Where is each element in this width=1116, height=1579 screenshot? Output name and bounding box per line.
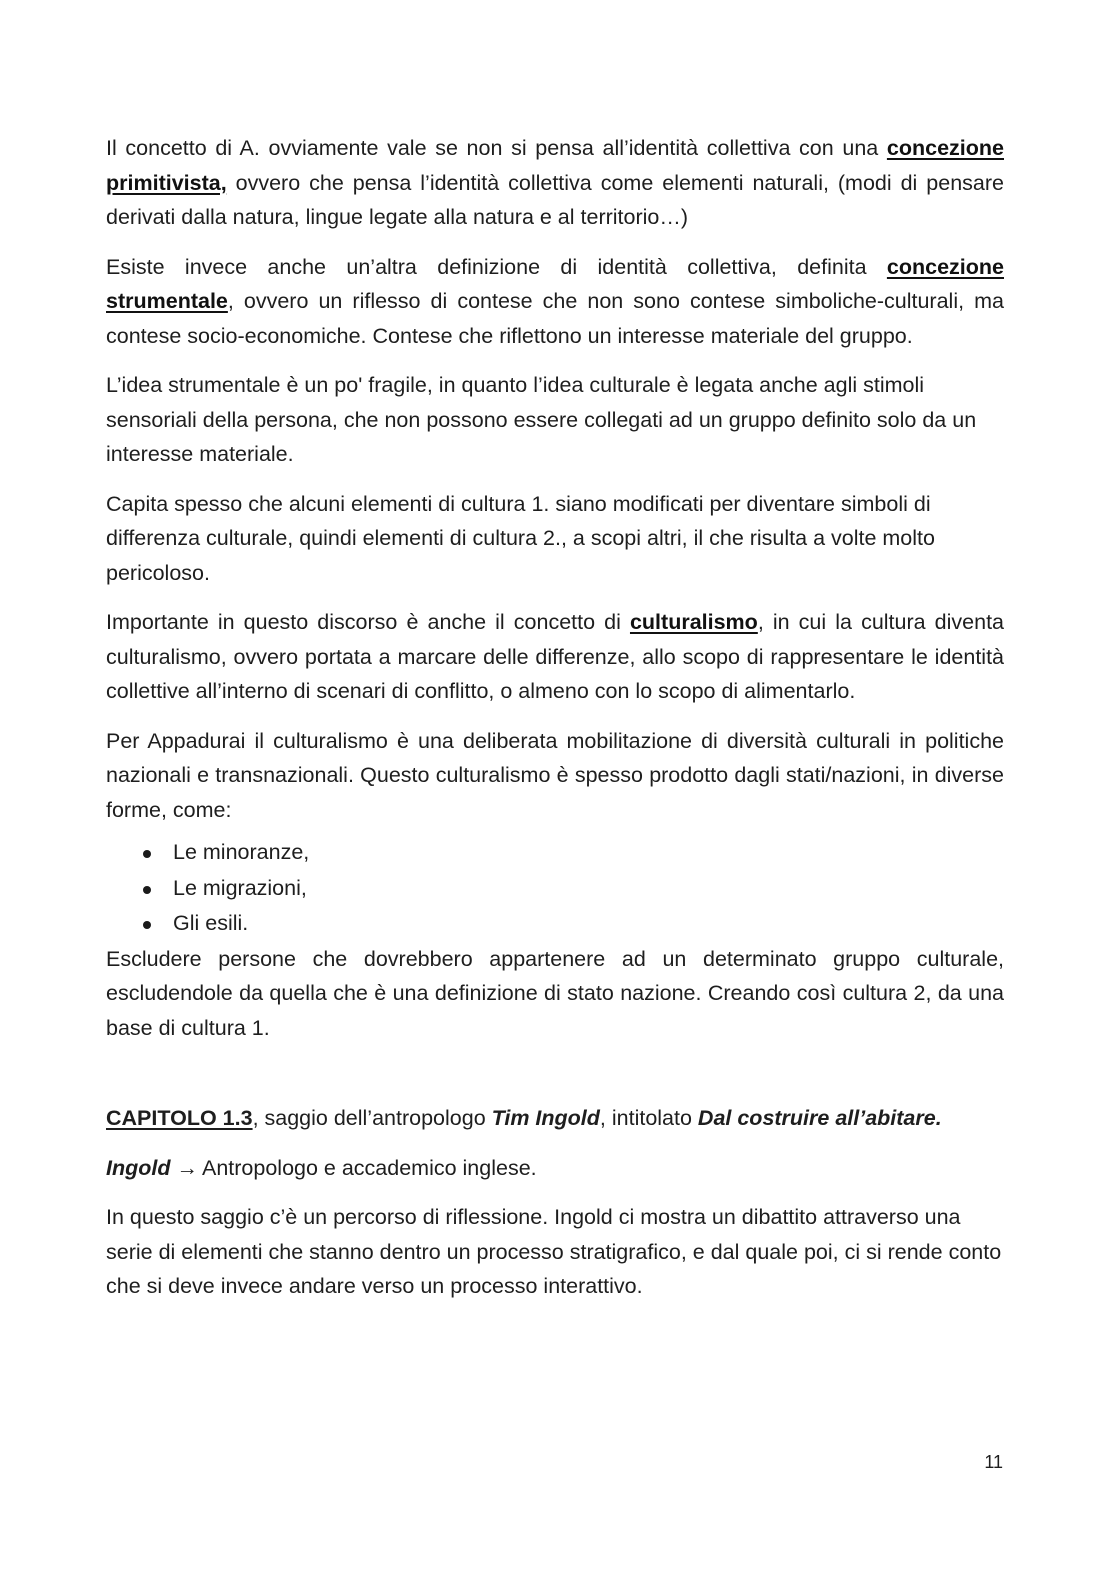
page-body: [106, 131, 1004, 1319]
chapter-heading: CAPITOLO 1.3: [106, 1106, 253, 1130]
list-item-text: Le minoranze,: [173, 840, 310, 864]
chapter-heading-line: [106, 1101, 1004, 1136]
author-name: Tim Ingold: [491, 1106, 600, 1130]
paragraph-primitivista: [106, 131, 1004, 235]
paragraph-text: ovvero che pensa l’identità collettiva come elementi naturali, (modi di pensare derivati dalla natura, lingue legate alla natura e al territorio…): [106, 170, 1004, 229]
chapter-text: , intitolato: [599, 1106, 698, 1130]
paragraph-text: , ovvero un riflesso di contese che non sono contese simboliche-culturali, ma contese socio-economiche. Contese che riflettono un interesse materiale del gruppo.: [106, 289, 1004, 348]
paragraph-text: Il concetto di A. ovviamente vale se non si pensa all’identità collettiva con una: [106, 136, 887, 160]
arrow-right-icon: →: [176, 1155, 198, 1180]
paragraph-idea-strumentale: L’idea strumentale è un po' fragile, in quanto l’idea culturale è legata anche agli stimoli sensoriali della persona, che non possono essere collegati ad un gruppo definito solo da un interesse materiale.: [106, 373, 977, 466]
list-item-text: Le migrazioni,: [173, 875, 307, 900]
paragraph-escludere: Escludere persone che dovrebbero appartenere ad un determinato gruppo culturale, escludendole da quella che è una definizione di stato nazione. Creando così cultura 2, da una base di cultura 1.: [106, 946, 1004, 1040]
paragraph-elementi-cultura: Capita spesso che alcuni elementi di cultura 1. siano modificati per diventare simboli di differenza culturale, quindi elementi di cultura 2., a scopi altri, il che risulta a volte molto pericoloso.: [106, 491, 935, 585]
list-item: [106, 906, 1004, 942]
list-item: [106, 871, 1004, 907]
essay-title: Dal costruire all’abitare.: [697, 1106, 942, 1130]
paragraph-text: Esiste invece anche un’altra definizione di identità collettiva, definita: [106, 254, 887, 279]
page-number: 11: [984, 1452, 1003, 1472]
bullet-list: [106, 835, 1004, 942]
list-item-text: Gli esili.: [173, 911, 249, 935]
term-culturalismo: culturalismo: [629, 610, 758, 634]
chapter-text: , saggio dell’antropologo: [252, 1106, 492, 1130]
paragraph-text: Importante in questo discorso è anche il concetto di: [106, 610, 630, 634]
term-concezione-strumentale: concezione strumentale: [106, 254, 1004, 313]
ingold-definition: [106, 1151, 1004, 1186]
bullet-icon: [143, 850, 151, 858]
bullet-icon: [143, 886, 151, 894]
term-concezione-primitivista: concezione primitivista,: [106, 136, 1004, 195]
ingold-name: Ingold: [106, 1155, 171, 1180]
paragraph-strumentale: [106, 250, 1004, 354]
paragraph-appadurai: Per Appadurai il culturalismo è una deliberata mobilitazione di diversità culturali in politiche nazionali e transnazionali. Questo culturalismo è spesso prodotto dagli stati/nazioni, in diverse forme, come:: [106, 728, 1004, 822]
paragraph-culturalismo: [106, 605, 1004, 709]
paragraph-text: , in cui la cultura diventa culturalismo, ovvero portata a marcare delle differenze, allo scopo di rappresentare le identità collettive all’interno di scenari di conflitto, o almeno con lo scopo di alimentarlo.: [106, 610, 1005, 703]
list-item: [106, 835, 1004, 871]
bullet-icon: [143, 921, 151, 929]
paragraph-saggio: In questo saggio c’è un percorso di riflessione. Ingold ci mostra un dibattito attraverso una serie di elementi che stanno dentro un processo stratigrafico, e dal quale poi, ci si rende conto che si deve invece andare verso un processo interattivo.: [106, 1205, 1002, 1298]
ingold-description: Antropologo e accademico inglese.: [201, 1155, 537, 1180]
